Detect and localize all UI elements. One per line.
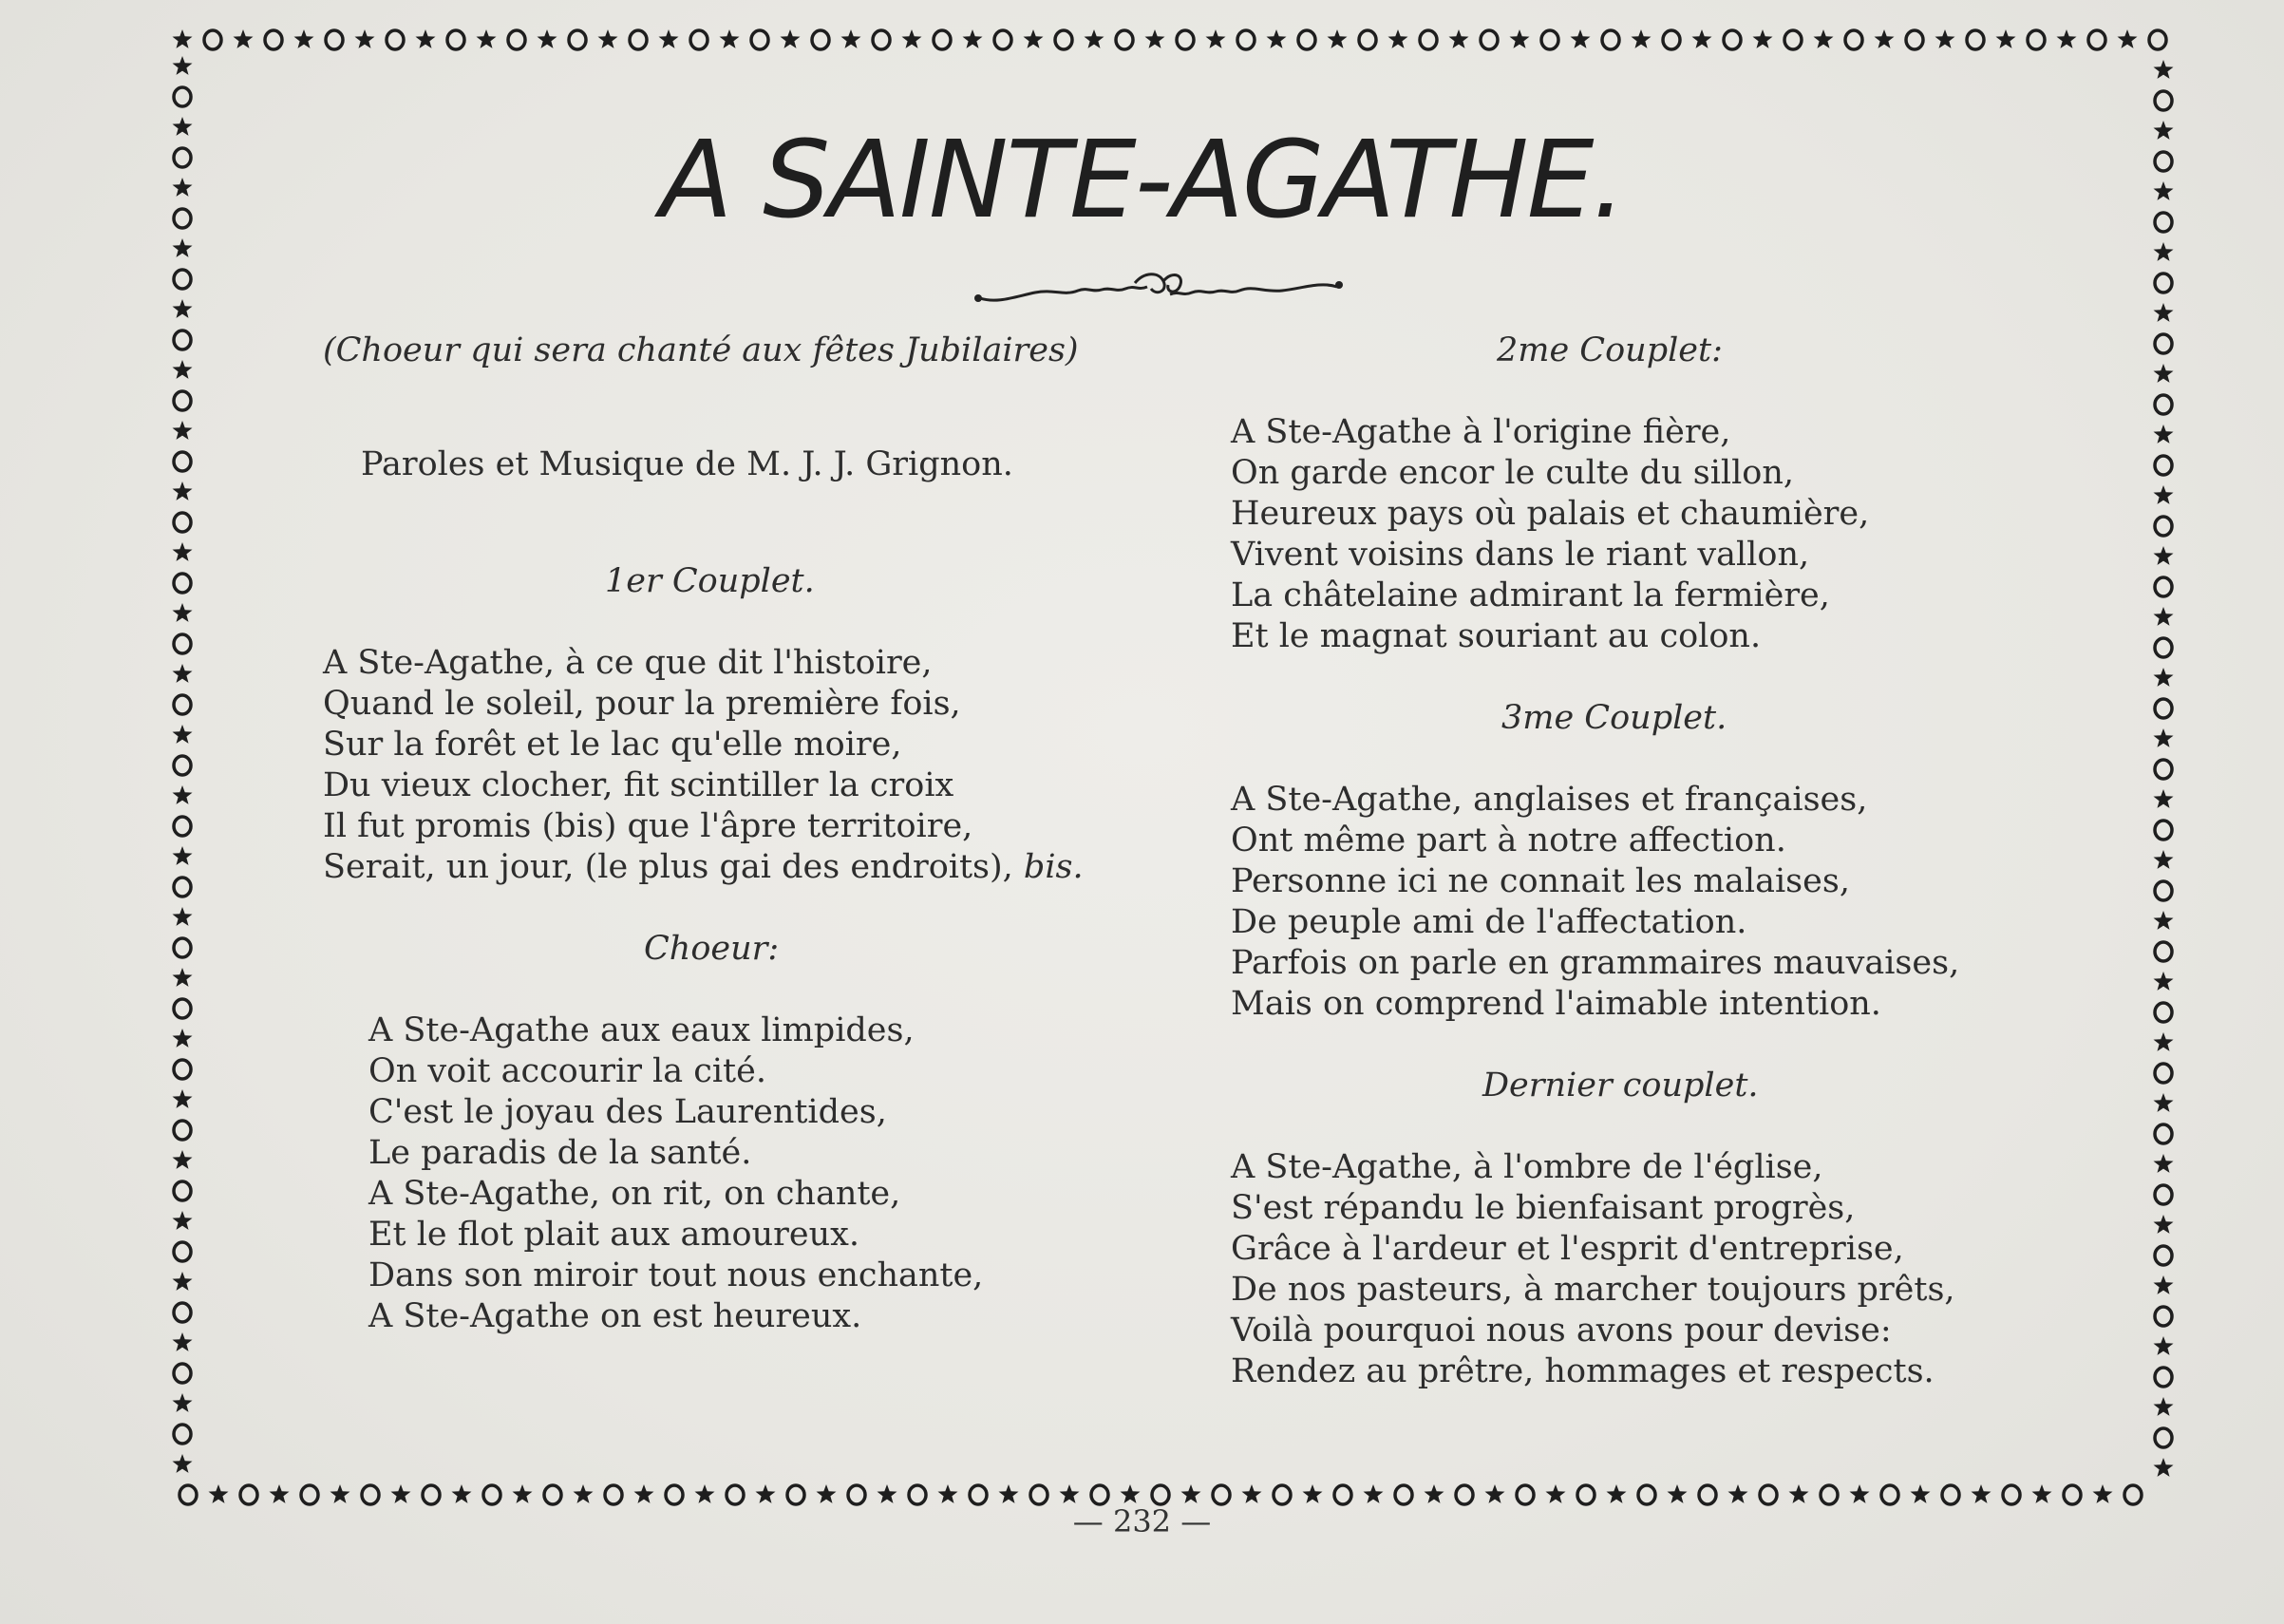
border-star-icon (452, 1484, 472, 1503)
verse-line: Et le flot plait aux amoureux. (368, 1216, 860, 1254)
border-ring-icon (2155, 91, 2172, 110)
verse-line: Voilà pourquoi nous avons pour devise: (1231, 1312, 1892, 1350)
border-star-icon (2154, 1275, 2174, 1294)
verse-line: Serait, un jour, (le plus gai des endroits), (323, 848, 1013, 886)
border-star-icon (294, 29, 314, 48)
border-ring-icon (2064, 1485, 2081, 1504)
border-ring-icon (174, 695, 191, 714)
border-ring-icon (423, 1485, 440, 1504)
border-ring-icon (265, 30, 282, 49)
border-ring-icon (301, 1485, 318, 1504)
border-star-icon (598, 29, 618, 48)
border-star-icon (2154, 485, 2174, 504)
border-star-icon (574, 1484, 594, 1503)
border-ring-icon (174, 87, 191, 106)
border-ring-icon (2155, 1246, 2172, 1265)
border-ring-icon (2155, 1368, 2172, 1387)
border-ring-icon (174, 1303, 191, 1322)
border-ring-icon (174, 938, 191, 957)
border-star-icon (1850, 1484, 1870, 1503)
border-ring-icon (387, 30, 404, 49)
border-ring-icon (1359, 30, 1376, 49)
border-ring-icon (174, 574, 191, 593)
border-star-icon (1388, 29, 1408, 48)
border-star-icon (477, 29, 497, 48)
verse-line: Quand le soleil, pour la première fois, (323, 685, 961, 723)
border-star-icon (1972, 1484, 1991, 1503)
border-star-icon (1728, 1484, 1748, 1503)
border-star-icon (173, 968, 193, 987)
border-ring-icon (666, 1485, 683, 1504)
border-star-icon (173, 1089, 193, 1108)
border-star-icon (2154, 1093, 2174, 1112)
border-star-icon (902, 29, 922, 48)
border-star-icon (173, 1272, 193, 1291)
border-ring-icon (544, 1485, 561, 1504)
border-star-icon (538, 29, 557, 48)
border-ring-icon (174, 999, 191, 1018)
border-star-icon (173, 56, 193, 75)
border-star-icon (2032, 1484, 2052, 1503)
border-star-icon (391, 1484, 411, 1503)
border-ring-icon (787, 1485, 804, 1504)
border-ring-icon (2155, 1064, 2172, 1083)
border-star-icon (173, 603, 193, 622)
border-star-icon (1996, 29, 2016, 48)
verse-line: Du vieux clocher, fit scintiller la croix (323, 766, 954, 804)
border-star-icon (659, 29, 679, 48)
border-star-icon (1121, 1484, 1141, 1503)
border-ring-icon (2003, 1485, 2020, 1504)
border-ring-icon (1967, 30, 1984, 49)
verse-line: Rendez au prêtre, hommages et respects. (1231, 1352, 1935, 1390)
border-star-icon (1935, 29, 1955, 48)
border-ring-icon (204, 30, 221, 49)
border-ring-icon (1760, 1485, 1777, 1504)
border-ring-icon (2155, 1307, 2172, 1326)
verse-line: S'est répandu le bienfaisant progrès, (1231, 1189, 1856, 1227)
border-ring-icon (1638, 1485, 1655, 1504)
border-star-icon (1753, 29, 1773, 48)
verse-line: On voit accourir la cité. (368, 1052, 766, 1090)
border-ring-icon (174, 756, 191, 775)
border-ring-icon (483, 1485, 500, 1504)
border-ring-icon (174, 391, 191, 410)
border-ring-icon (1116, 30, 1133, 49)
border-ring-icon (1906, 30, 1923, 49)
border-star-icon (1607, 1484, 1627, 1503)
couplet3-heading: 3me Couplet. (1501, 699, 1727, 737)
verse-line: A Ste-Agathe on est heureux. (368, 1297, 862, 1335)
last-couplet-heading: Dernier couplet. (1482, 1067, 1759, 1105)
border-ring-icon (1152, 1485, 1169, 1504)
border-ring-icon (2124, 1485, 2142, 1504)
border-star-icon (173, 846, 193, 865)
border-ring-icon (690, 30, 708, 49)
border-ring-icon (174, 330, 191, 349)
border-star-icon (999, 1484, 1019, 1503)
border-star-icon (173, 360, 193, 379)
border-star-icon (1692, 29, 1712, 48)
chorus (323, 1010, 1197, 1337)
border-star-icon (756, 1484, 776, 1503)
border-ring-icon (1055, 30, 1072, 49)
border-star-icon (355, 29, 375, 48)
verse-line: Dans son miroir tout nous enchante, (368, 1256, 984, 1294)
border-ring-icon (1724, 30, 1741, 49)
border-ring-icon (848, 1485, 865, 1504)
border-ring-icon (1663, 30, 1680, 49)
border-star-icon (1814, 29, 1834, 48)
chorus-heading: Choeur: (644, 930, 780, 968)
border-star-icon (2154, 242, 2174, 261)
border-star-icon (1875, 29, 1895, 48)
border-ring-icon (2155, 517, 2172, 536)
border-star-icon (173, 1211, 193, 1230)
border-ring-icon (2155, 395, 2172, 414)
border-star-icon (1668, 1484, 1688, 1503)
border-star-icon (173, 1393, 193, 1412)
border-ring-icon (605, 1485, 622, 1504)
couplet1-heading: 1er Couplet. (605, 562, 815, 600)
border-star-icon (173, 299, 193, 318)
border-ring-icon (508, 30, 525, 49)
border-ring-icon (812, 30, 829, 49)
border-ring-icon (174, 1121, 191, 1140)
verse-line: Le paradis de la santé. (368, 1134, 752, 1172)
border-star-icon (173, 1029, 193, 1048)
border-ring-icon (1821, 1485, 1838, 1504)
border-star-icon (2154, 728, 2174, 747)
border-star-icon (513, 1484, 533, 1503)
border-ring-icon (2155, 760, 2172, 779)
verse-line: On garde encor le culte du sillon, (1231, 454, 1795, 492)
border-ring-icon (1030, 1485, 1048, 1504)
border-ring-icon (1517, 1485, 1534, 1504)
subtitle: (Choeur qui sera chanté aux fêtes Jubilaires) (323, 331, 1079, 369)
border-ring-icon (909, 1485, 926, 1504)
border-star-icon (2154, 1336, 2174, 1355)
border-star-icon (2093, 1484, 2113, 1503)
border-star-icon (2057, 29, 2077, 48)
border-star-icon (695, 1484, 715, 1503)
border-ring-icon (1456, 1485, 1473, 1504)
verse-line: A Ste-Agathe, anglaises et françaises, (1231, 781, 1868, 819)
border-star-icon (2154, 1154, 2174, 1173)
border-star-icon (234, 29, 254, 48)
border-ring-icon (2155, 699, 2172, 718)
border-ring-icon (1237, 30, 1255, 49)
border-star-icon (2118, 29, 2138, 48)
border-star-icon (173, 725, 193, 744)
border-star-icon (1911, 1484, 1931, 1503)
border-star-icon (2154, 789, 2174, 808)
border-star-icon (2154, 546, 2174, 565)
border-ring-icon (1541, 30, 1558, 49)
verse-line: La châtelaine admirant la fermière, (1231, 576, 1830, 614)
border-star-icon (1181, 1484, 1201, 1503)
border-ring-icon (362, 1485, 379, 1504)
page-title: A SAINTE-AGATHE. (659, 119, 1625, 242)
verse-line: Mais on comprend l'aimable intention. (1231, 985, 1881, 1023)
border-ring-icon (2155, 456, 2172, 475)
border-ring-icon (174, 634, 191, 653)
border-star-icon (2154, 972, 2174, 991)
border-ring-icon (1845, 30, 1862, 49)
verse-line: Grâce à l'ardeur et l'esprit d'entreprise, (1231, 1230, 1904, 1268)
verse-line-with-bis (323, 847, 1197, 888)
border-ring-icon (174, 270, 191, 289)
bis-marker: bis. (1023, 848, 1084, 886)
border-ring-icon (630, 30, 647, 49)
border-star-icon (1328, 29, 1348, 48)
last-couplet (1231, 1147, 2086, 1392)
verse-line: Il fut promis (bis) que l'âpre territoire, (323, 807, 973, 845)
border-ring-icon (2155, 1124, 2172, 1143)
border-star-icon (1267, 29, 1287, 48)
border-star-icon (1145, 29, 1165, 48)
border-ring-icon (447, 30, 464, 49)
border-star-icon (1242, 1484, 1262, 1503)
border-star-icon (2154, 911, 2174, 930)
border-ring-icon (174, 1425, 191, 1444)
border-star-icon (1364, 1484, 1384, 1503)
border-ring-icon (174, 1181, 191, 1200)
border-ring-icon (2149, 30, 2166, 49)
border-star-icon (1303, 1484, 1323, 1503)
border-star-icon (1449, 29, 1469, 48)
border-ring-icon (2155, 577, 2172, 596)
border-ring-icon (1395, 1485, 1412, 1504)
border-star-icon (416, 29, 436, 48)
border-star-icon (2154, 607, 2174, 626)
border-ring-icon (2155, 942, 2172, 961)
verse-line: Parfois on parle en grammaires mauvaises, (1231, 944, 1960, 982)
verse-line: A Ste-Agathe, on rit, on chante, (368, 1175, 901, 1213)
border-ring-icon (994, 30, 1011, 49)
border-ring-icon (2155, 821, 2172, 840)
border-star-icon (2154, 1458, 2174, 1477)
border-ring-icon (1481, 30, 1498, 49)
border-star-icon (720, 29, 740, 48)
border-star-icon (817, 1484, 837, 1503)
border-star-icon (1485, 1484, 1505, 1503)
border-ring-icon (727, 1485, 744, 1504)
border-star-icon (963, 29, 983, 48)
border-star-icon (173, 785, 193, 804)
verse-line: De peuple ami de l'affectation. (1231, 903, 1747, 941)
border-star-icon (1789, 1484, 1809, 1503)
border-ring-icon (934, 30, 951, 49)
border-star-icon (2154, 425, 2174, 444)
border-star-icon (1085, 29, 1104, 48)
border-ring-icon (2088, 30, 2105, 49)
flourish-ornament-icon (969, 258, 1349, 315)
border-ring-icon (873, 30, 890, 49)
border-star-icon (1060, 1484, 1080, 1503)
border-star-icon (1206, 29, 1226, 48)
border-ring-icon (1942, 1485, 1959, 1504)
border-ring-icon (1213, 1485, 1230, 1504)
border-star-icon (173, 1150, 193, 1169)
border-star-icon (173, 29, 193, 48)
border-ring-icon (569, 30, 586, 49)
border-ring-icon (2155, 1428, 2172, 1447)
border-star-icon (330, 1484, 350, 1503)
left-column (323, 330, 1197, 1337)
verse-line: Heureux pays où palais et chaumière, (1231, 495, 1870, 533)
couplet2-heading: 2me Couplet: (1497, 331, 1723, 369)
border-star-icon (2154, 850, 2174, 869)
verse-line: De nos pasteurs, à marcher toujours prêts, (1231, 1271, 1955, 1309)
border-ring-icon (1298, 30, 1315, 49)
right-column (1231, 330, 2086, 1392)
border-ring-icon (2155, 1003, 2172, 1022)
border-star-icon (173, 1454, 193, 1473)
border-star-icon (1510, 29, 1530, 48)
border-ring-icon (326, 30, 343, 49)
border-ring-icon (1091, 1485, 1108, 1504)
border-ring-icon (179, 1485, 197, 1504)
border-ring-icon (2155, 1185, 2172, 1204)
border-star-icon (2154, 364, 2174, 383)
border-ring-icon (1881, 1485, 1898, 1504)
border-ring-icon (1577, 1485, 1595, 1504)
couplet2 (1231, 412, 2086, 657)
verse-line: Vivent voisins dans le riant vallon, (1231, 536, 1810, 574)
border-star-icon (634, 1484, 654, 1503)
border-ring-icon (240, 1485, 257, 1504)
verse-line: Et le magnat souriant au colon. (1231, 617, 1762, 655)
credits: Paroles et Musique de M. J. J. Grignon. (361, 445, 1013, 483)
border-ring-icon (174, 1242, 191, 1261)
border-ring-icon (1699, 1485, 1716, 1504)
verse-line: Sur la forêt et le lac qu'elle moire, (323, 726, 902, 764)
verse-line: Personne ici ne connait les malaises, (1231, 862, 1850, 900)
border-star-icon (1425, 1484, 1444, 1503)
border-star-icon (2154, 303, 2174, 322)
couplet3 (1231, 780, 2086, 1025)
border-ring-icon (174, 1060, 191, 1079)
border-ring-icon (2155, 334, 2172, 353)
border-star-icon (173, 421, 193, 440)
border-star-icon (1632, 29, 1652, 48)
couplet1 (323, 643, 1197, 888)
border-ring-icon (174, 878, 191, 897)
border-ring-icon (2028, 30, 2045, 49)
border-star-icon (1571, 29, 1591, 48)
border-ring-icon (1274, 1485, 1291, 1504)
border-star-icon (173, 664, 193, 683)
verse-line: A Ste-Agathe aux eaux limpides, (368, 1011, 915, 1049)
border-ring-icon (2155, 274, 2172, 293)
border-ring-icon (174, 1364, 191, 1383)
border-star-icon (781, 29, 801, 48)
border-star-icon (1546, 1484, 1566, 1503)
verse-line: A Ste-Agathe à l'origine fière, (1231, 413, 1731, 451)
border-ring-icon (751, 30, 768, 49)
border-star-icon (2154, 1397, 2174, 1416)
verse-line: C'est le joyau des Laurentides, (368, 1093, 887, 1131)
border-star-icon (209, 1484, 229, 1503)
border-star-icon (173, 907, 193, 926)
verse-line: Ont même part à notre affection. (1231, 821, 1786, 859)
border-star-icon (2154, 668, 2174, 687)
border-ring-icon (2155, 881, 2172, 900)
border-ring-icon (1177, 30, 1194, 49)
border-ring-icon (970, 1485, 987, 1504)
border-star-icon (173, 1332, 193, 1351)
page-number: — 232 — (1072, 1503, 1212, 1539)
border-star-icon (2154, 60, 2174, 79)
border-ring-icon (1602, 30, 1619, 49)
border-star-icon (173, 542, 193, 561)
border-star-icon (841, 29, 861, 48)
border-star-icon (2154, 1032, 2174, 1051)
border-ring-icon (174, 513, 191, 532)
border-ring-icon (2155, 638, 2172, 657)
border-star-icon (270, 1484, 290, 1503)
border-ring-icon (174, 817, 191, 836)
border-star-icon (2154, 1215, 2174, 1234)
border-star-icon (938, 1484, 958, 1503)
border-star-icon (173, 482, 193, 500)
border-ring-icon (1334, 1485, 1351, 1504)
border-ring-icon (174, 452, 191, 471)
border-ring-icon (1420, 30, 1437, 49)
border-star-icon (1024, 29, 1044, 48)
border-ring-icon (1784, 30, 1802, 49)
border-star-icon (878, 1484, 897, 1503)
verse-line: A Ste-Agathe, à ce que dit l'histoire, (323, 644, 933, 682)
verse-line: A Ste-Agathe, à l'ombre de l'église, (1231, 1148, 1823, 1186)
